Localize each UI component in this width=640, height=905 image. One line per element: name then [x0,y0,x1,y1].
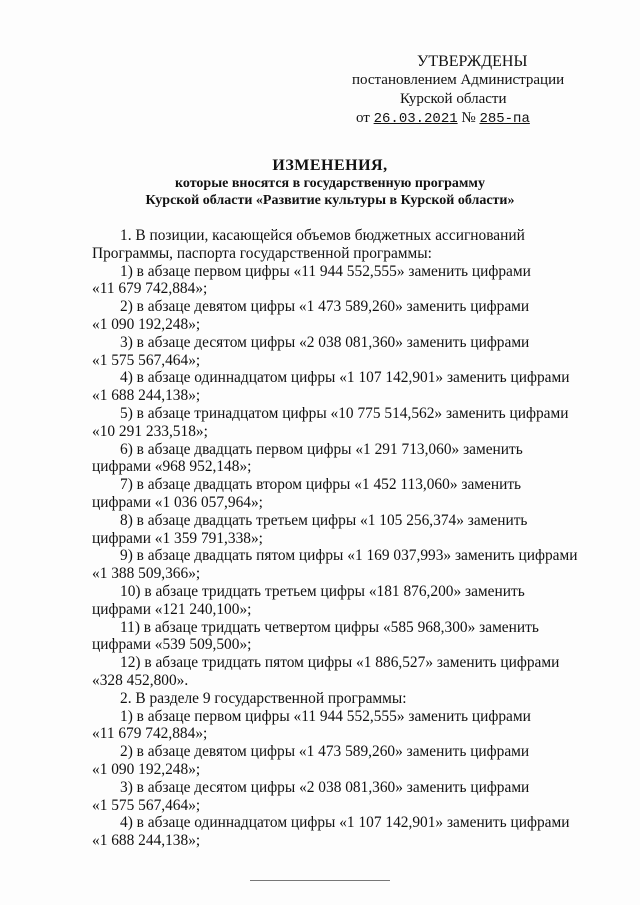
approval-line-2: Курской области [400,91,507,107]
paragraph-line: 2) в абзаце девятом цифры «1 473 589,260» заменить цифрами [120,298,530,316]
paragraph-line: 2. В разделе 9 государственной программы: [120,689,407,707]
document-body [92,227,580,850]
document-subtitle-1: которые вносятся в государственную программу [175,176,485,191]
approval-date-line [352,109,592,129]
document-title: ИЗМЕНЕНИЯ, [272,157,388,174]
paragraph-continuation: цифрами «121 240,100»; [92,600,252,618]
paragraph-continuation: «1 090 192,248»; [92,315,201,333]
approval-number: 285-па [479,111,530,127]
paragraph-continuation: «1 688 244,138»; [92,832,201,850]
paragraph-line: 7) в абзаце двадцать втором цифры «1 452 113,060» заменить [120,476,522,494]
paragraph-continuation: цифрами «1 036 057,964»; [92,493,263,511]
paragraph-continuation: «328 452,800». [92,671,189,689]
paragraph-continuation: цифрами «539 509,500»; [92,636,252,654]
paragraph-line: 3) в абзаце десятом цифры «2 038 081,360» заменить цифрами [120,778,530,796]
paragraph-line: 12) в абзаце тридцать пятом цифры «1 886,527» заменить цифрами [120,654,560,672]
approval-title: УТВЕРЖДЕНЫ [417,53,528,70]
paragraph-line: 4) в абзаце одиннадцатом цифры «1 107 142,901» заменить цифрами [120,369,570,387]
paragraph-line: 10) в абзаце тридцать третьем цифры «181 876,200» заменить [120,582,525,600]
paragraph-continuation: «1 575 567,464»; [92,351,201,369]
approval-block [352,52,592,129]
paragraph-continuation: «1 388 509,366»; [92,565,201,583]
approval-date: 26.03.2021 [373,111,458,127]
paragraph-continuation: «11 679 742,884»; [92,280,208,298]
paragraph-line: 8) в абзаце двадцать третьем цифры «1 105 256,374» заменить [120,511,528,529]
paragraph-continuation: Программы, паспорта государственной программы: [92,244,432,262]
approval-date-prefix: от [356,110,370,126]
paragraph-line: 11) в абзаце тридцать четвертом цифры «585 968,300» заменить [120,618,539,636]
approval-number-sign: № [461,110,476,126]
paragraph-line: 1) в абзаце первом цифры «11 944 552,555» заменить цифрами [120,707,531,725]
paragraph-line: 6) в абзаце двадцать первом цифры «1 291 713,060» заменить [120,440,523,458]
approval-line-1: постановлением Администрации [352,72,565,88]
paragraph-continuation: «11 679 742,884»; [92,725,208,743]
paragraph-continuation: цифрами «968 952,148»; [92,458,252,476]
paragraph-line: 4) в абзаце одиннадцатом цифры «1 107 142,901» заменить цифрами [120,814,570,832]
document-subtitle-2: Курской области «Развитие культуры в Курской области» [145,193,515,208]
paragraph-continuation: цифрами «1 359 791,338»; [92,529,263,547]
paragraph-line: 5) в абзаце тринадцатом цифры «10 775 514,562» заменить цифрами [120,404,569,422]
paragraph-line: 1. В позиции, касающейся объемов бюджетных ассигнований [120,227,525,244]
paragraph-continuation: «1 688 244,138»; [92,387,201,405]
paragraph-line: 1) в абзаце первом цифры «11 944 552,555» заменить цифрами [120,262,531,280]
paragraph-line: 9) в абзаце двадцать пятом цифры «1 169 037,993» заменить цифрами [120,547,578,565]
paragraph-continuation: «1 575 567,464»; [92,796,201,814]
paragraph-continuation: «1 090 192,248»; [92,760,201,778]
paragraph-continuation: «10 291 233,518»; [92,422,208,440]
paragraph-line: 2) в абзаце девятом цифры «1 473 589,260» заменить цифрами [120,743,530,761]
paragraph-line: 3) в абзаце десятом цифры «2 038 081,360» заменить цифрами [120,333,530,351]
footer-divider [250,880,390,881]
